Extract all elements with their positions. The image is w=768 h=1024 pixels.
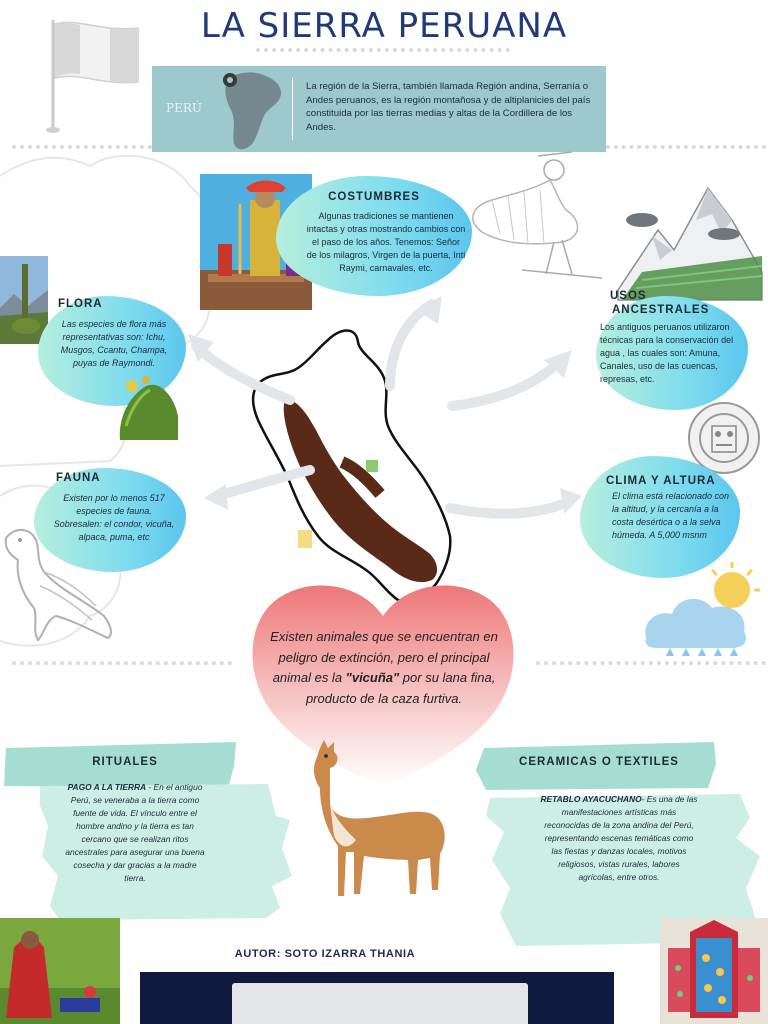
ceramicas-lead: RETABLO AYACUCHANO — [540, 794, 642, 804]
usos-text: Los antiguos peruanos utilizaron técnicas para la conservación del agua , las cuales son: Amuna, Canales, uso de las cuencas, represas, etc. — [600, 322, 734, 384]
dancer-sketch-icon — [462, 150, 612, 290]
usos-title-line2: ANCESTRALES — [612, 304, 710, 316]
clima-text: El clima está relacionado con la altitud, y la cercanía a la costa desértica o a la selva húmeda. A 5,000 msnm — [612, 491, 730, 540]
weather-icon — [640, 560, 768, 668]
flora-text: Las especies de flora más representativas son: Ichu, Musgos, Ccantu, Champa, puyas de Raymondi. — [60, 319, 168, 368]
vicuna-image — [306, 740, 452, 904]
plant-icon — [116, 376, 182, 442]
fauna-text: Existen por lo menos 517 especies de fauna. Sobresalen: el condor, vicuña, alpaca, puma, etc — [53, 493, 175, 542]
usos-title-line1: USOS — [610, 290, 647, 302]
ceramicas-text — [540, 793, 698, 884]
rituales-text — [64, 781, 206, 885]
costumbres-text: Algunas tradiciones se mantienen intactas y otras mostrando cambios con el paso de los años. Tenemos: Señor de los milagros, Virgen de la puerta, Inti Raymi, carnavales, etc. — [306, 211, 466, 273]
heart-text-before: Existen animales que se encuentran en peligro de extinción, pero el principal animal es la — [270, 629, 498, 685]
costumbres-title: COSTUMBRES — [328, 191, 420, 203]
heart-text — [270, 627, 498, 709]
ceramicas-body: - Es una de las manifestaciones artísticas más reconocidas de la zona andina del Perú, representando escenas temáticas como las fiestas y danzas locales, motivos religiosos, vistas rurales, labores agrícolas, entre otros. — [544, 794, 698, 882]
ceramicas-title: CERAMICAS O TEXTILES — [519, 756, 679, 768]
intro-map-label: PERÚ — [166, 101, 202, 115]
heart-text-after: por su lana fina, producto de la caza furtiva. — [305, 670, 496, 706]
intro-text: La región de la Sierra, también llamada Región andina, Serranía o Andes peruanos, es la región montañosa y de altiplanicies del país constituida por las tierras medias y altas de la Cordillera de los Andes. — [306, 81, 591, 133]
rituales-body: - En el antiguo Perú, se veneraba a la tierra como fuente de vida. El vínculo entre el hombre andino y la tierra es tan cercano que se realizan ritos ancestrales para asegurar una buena cosecha y dar gracias a la madre tierra. — [65, 782, 205, 883]
heart-text-highlight: "vicuña" — [345, 670, 400, 685]
intro-separator — [292, 78, 293, 140]
landscape-photo — [0, 256, 48, 344]
title-underline — [256, 48, 510, 52]
flora-title: FLORA — [58, 298, 103, 310]
footer-panel — [232, 983, 528, 1024]
fauna-title: FAUNA — [56, 472, 101, 484]
dotted-divider — [606, 145, 766, 149]
peru-map-icon — [214, 64, 300, 154]
author-credit: AUTOR: SOTO IZARRA THANIA — [234, 948, 416, 960]
retablo-photo — [660, 918, 768, 1024]
flag-icon — [40, 16, 146, 134]
clima-title: CLIMA Y ALTURA — [606, 475, 716, 487]
connector-arrows — [180, 290, 600, 530]
page-title: LA SIERRA PERUANA — [200, 6, 568, 46]
ritual-photo — [0, 918, 120, 1024]
rituales-lead: PAGO A LA TIERRA — [67, 782, 147, 792]
rituales-title: RITUALES — [92, 756, 158, 768]
